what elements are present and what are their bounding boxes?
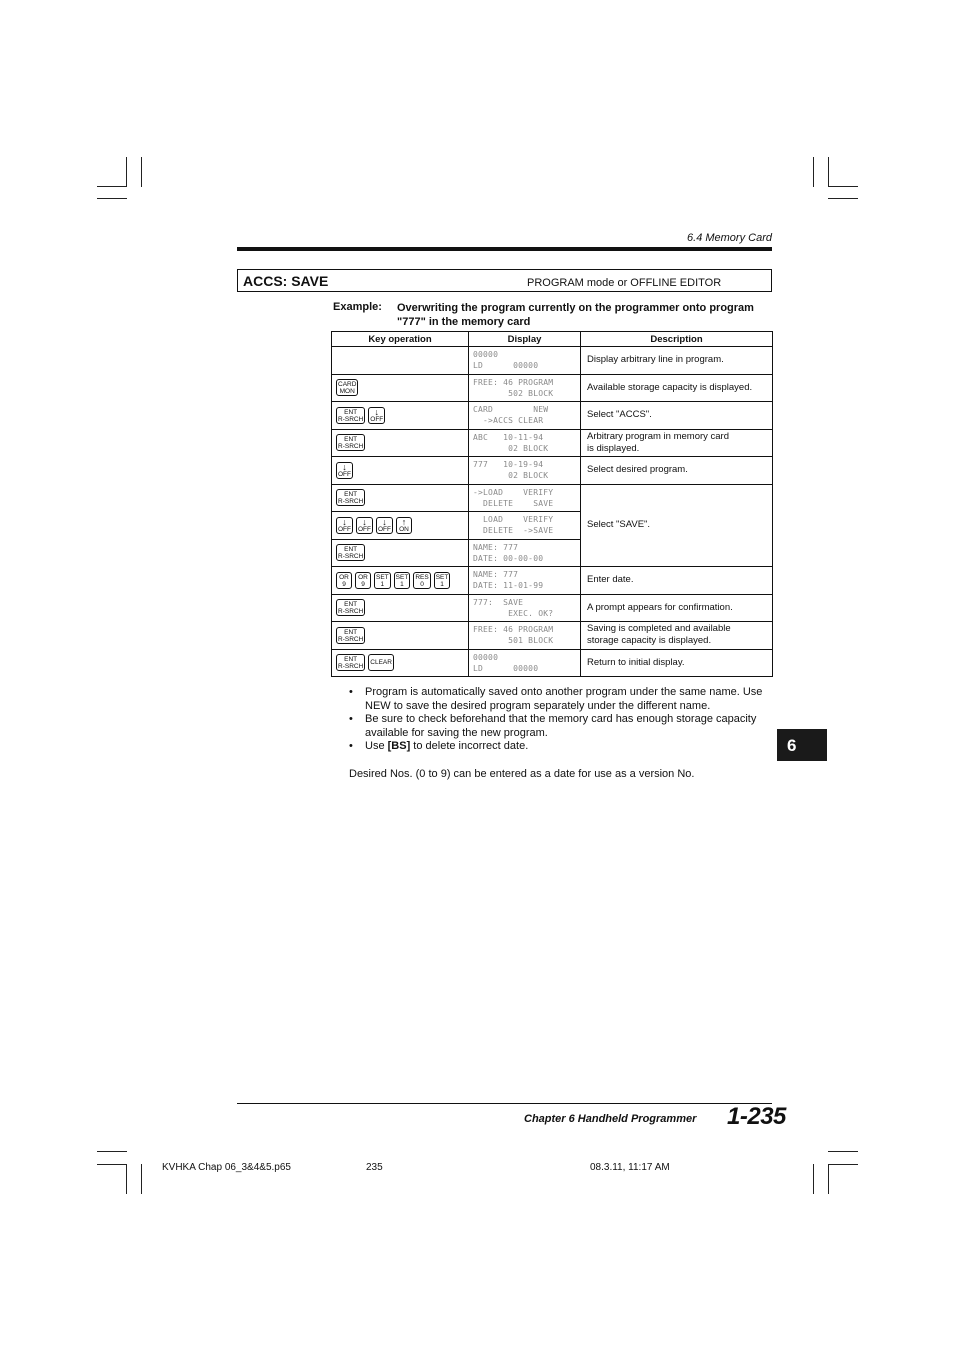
key-operation-cell	[332, 457, 469, 485]
keypad-key: CLEAR	[368, 654, 394, 671]
page-number: 1-235	[727, 1103, 786, 1130]
display-cell: 00000 LD 00000	[469, 347, 581, 375]
table-row	[332, 622, 773, 650]
table-body	[332, 347, 773, 677]
keypad-key: ENT R-SRCH	[338, 656, 364, 671]
keypad-key: SET 1	[376, 573, 389, 588]
description-cell: Arbitrary program in memory card is displayed.	[581, 429, 773, 457]
crop-mark	[828, 186, 858, 187]
description-cell: Saving is completed and available storage capacity is displayed.	[581, 622, 773, 650]
crop-mark	[141, 157, 142, 187]
keypad-key: ↓ OFF	[338, 516, 351, 533]
table-row	[332, 484, 773, 512]
display-cell: FREE: 46 PROGRAM 502 BLOCK	[469, 374, 581, 402]
description-cell: A prompt appears for confirmation.	[581, 594, 773, 622]
keypad-key: ↓ OFF	[370, 406, 384, 423]
key-operation-cell	[332, 374, 469, 402]
table-row	[332, 567, 773, 595]
crop-mark	[97, 198, 127, 199]
table-header-row	[332, 332, 773, 347]
keypad-key: SET 1	[395, 573, 409, 588]
header-key-operation: Key operation	[332, 332, 469, 347]
crop-mark	[828, 1151, 858, 1152]
description-cell: Select "SAVE".	[581, 484, 773, 567]
display-cell: NAME: 777 DATE: 11-01-99	[469, 567, 581, 595]
key-operation-cell	[332, 539, 469, 567]
keypad-key: OR 9	[336, 572, 352, 589]
keypad-key: ENT R-SRCH	[338, 436, 364, 451]
display-cell: NAME: 777 DATE: 00-00-00	[469, 539, 581, 567]
key-operation-cell	[332, 347, 469, 375]
header-display: Display	[469, 332, 581, 347]
example-label: Example:	[333, 301, 382, 313]
crop-mark	[126, 1164, 127, 1194]
header-rule	[237, 247, 772, 251]
keypad-key: ↓ OFF	[338, 461, 351, 478]
file-name: KVHKA Chap 06_3&4&5.p65	[162, 1162, 291, 1173]
display-cell: ->LOAD VERIFY DELETE SAVE	[469, 484, 581, 512]
crop-mark	[141, 1164, 142, 1194]
description-cell: Enter date.	[581, 567, 773, 595]
header-description: Description	[581, 332, 773, 347]
display-cell: ABC 10-11-94 02 BLOCK	[469, 429, 581, 457]
key-operation-cell	[332, 649, 469, 677]
key-operation-cell	[332, 429, 469, 457]
crop-mark	[126, 157, 127, 187]
sheet-number: 235	[366, 1162, 383, 1173]
table-row	[332, 649, 773, 677]
keypad-key: RES 0	[415, 573, 429, 588]
keypad-key: SET 1	[435, 573, 449, 588]
description-cell: Display arbitrary line in program.	[581, 347, 773, 375]
timestamp: 08.3.11, 11:17 AM	[590, 1162, 670, 1173]
crop-mark	[828, 1164, 858, 1165]
table-row	[332, 402, 773, 430]
chapter-tab: 6	[777, 729, 827, 761]
description-cell: Select desired program.	[581, 457, 773, 485]
keypad-key: ENT R-SRCH	[338, 546, 364, 561]
keypad-key: CARD MON	[338, 381, 357, 396]
key-operation-cell	[332, 567, 469, 595]
crop-mark	[813, 157, 814, 187]
table-row	[332, 347, 773, 375]
table-row	[332, 429, 773, 457]
description-cell: Return to initial display.	[581, 649, 773, 677]
description-cell: Select "ACCS".	[581, 402, 773, 430]
crop-mark	[97, 186, 127, 187]
display-cell: LOAD VERIFY DELETE ->SAVE	[469, 512, 581, 540]
keypad-key: ENT R-SRCH	[338, 408, 364, 423]
page-title: ACCS: SAVE	[243, 273, 329, 289]
crop-mark	[813, 1164, 814, 1194]
crop-mark	[97, 1164, 127, 1165]
keypad-key: ENT R-SRCH	[338, 628, 364, 643]
list-item: • Use [BS] to delete incorrect date.	[349, 740, 529, 752]
key-operation-cell	[332, 484, 469, 512]
list-item: • Program is automatically saved onto another program under the same name. Use NEW to save the desired program separately under the different name.	[349, 686, 763, 712]
key-operation-cell	[332, 622, 469, 650]
description-cell: Available storage capacity is displayed.	[581, 374, 773, 402]
operation-table	[331, 331, 773, 677]
crop-mark	[828, 198, 858, 199]
mode-label: PROGRAM mode or OFFLINE EDITOR	[527, 277, 722, 289]
example-text: Overwriting the program currently on the programmer onto program "777" in the memory card	[397, 302, 754, 328]
keypad-key: OR 9	[355, 572, 371, 589]
table-row	[332, 457, 773, 485]
bullet-list	[349, 686, 774, 754]
section-header: 6.4 Memory Card	[687, 232, 772, 244]
display-cell: 00000 LD 00000	[469, 649, 581, 677]
keypad-key: ENT R-SRCH	[338, 491, 364, 506]
crop-mark	[828, 157, 829, 187]
display-cell: 777: SAVE EXEC. OK?	[469, 594, 581, 622]
list-item: • Be sure to check beforehand that the memory card has enough storage capacity available for saving the new program.	[349, 713, 757, 739]
key-operation-cell	[332, 402, 469, 430]
table-row	[332, 594, 773, 622]
display-cell: FREE: 46 PROGRAM 501 BLOCK	[469, 622, 581, 650]
display-cell: CARD NEW ->ACCS CLEAR	[469, 402, 581, 430]
key-operation-cell	[332, 594, 469, 622]
crop-mark	[828, 1164, 829, 1194]
chapter-label: Chapter 6 Handheld Programmer	[524, 1113, 697, 1125]
footer-rule	[237, 1103, 772, 1104]
title-box	[237, 269, 772, 292]
crop-mark	[97, 1151, 127, 1152]
display-cell: 777 10-19-94 02 BLOCK	[469, 457, 581, 485]
note-text: Desired Nos. (0 to 9) can be entered as a date for use as a version No.	[349, 768, 695, 780]
keypad-key: ↓ OFF	[378, 516, 391, 533]
table-row	[332, 374, 773, 402]
keypad-key: ↑ ON	[396, 517, 412, 534]
key-operation-cell	[332, 512, 469, 540]
keypad-key: ↓ OFF	[358, 516, 371, 533]
keypad-key: ENT R-SRCH	[338, 601, 364, 616]
